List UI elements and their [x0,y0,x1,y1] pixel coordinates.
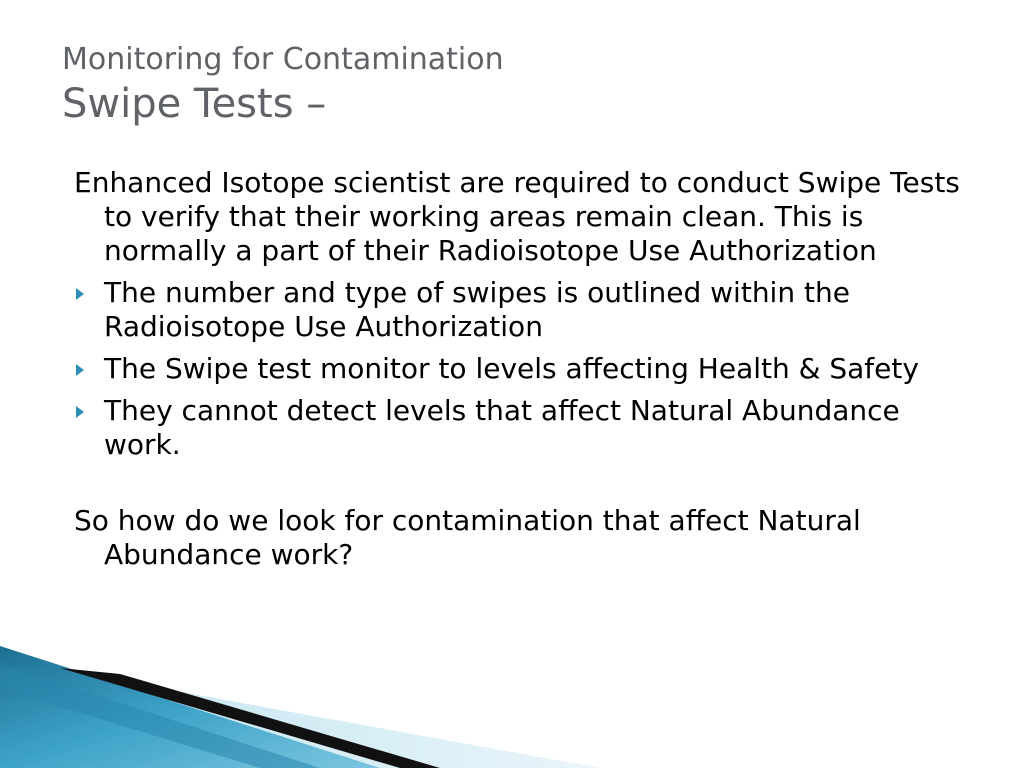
decorative-swoosh [0,640,1024,768]
triangle-bullet-icon [76,364,84,376]
closing-question: So how do we look for contamination that affect Natural Abundance work? [74,504,861,571]
slide-body [74,166,974,580]
title-line-2: Swipe Tests – [62,81,327,127]
triangle-bullet-icon [76,288,84,300]
title-line-1: Monitoring for Contamination [62,42,504,77]
bullet-text-2: The Swipe test monitor to levels affecting Health & Safety [104,352,919,385]
intro-paragraph: Enhanced Isotope scientist are required to conduct Swipe Tests to verify that their working areas remain clean. This is normally a part of their Radioisotope Use Authorization [74,166,960,267]
bullet-text-3: They cannot detect levels that affect Natural Abundance work. [104,394,900,461]
bullet-item-2 [74,352,974,386]
bullet-item-3 [74,394,974,462]
slide-title [62,40,504,128]
bullet-item-1 [74,276,974,344]
blue-band [0,646,380,768]
bullet-text-1: The number and type of swipes is outlined within the Radioisotope Use Authorization [104,276,850,343]
triangle-bullet-icon [76,406,84,418]
